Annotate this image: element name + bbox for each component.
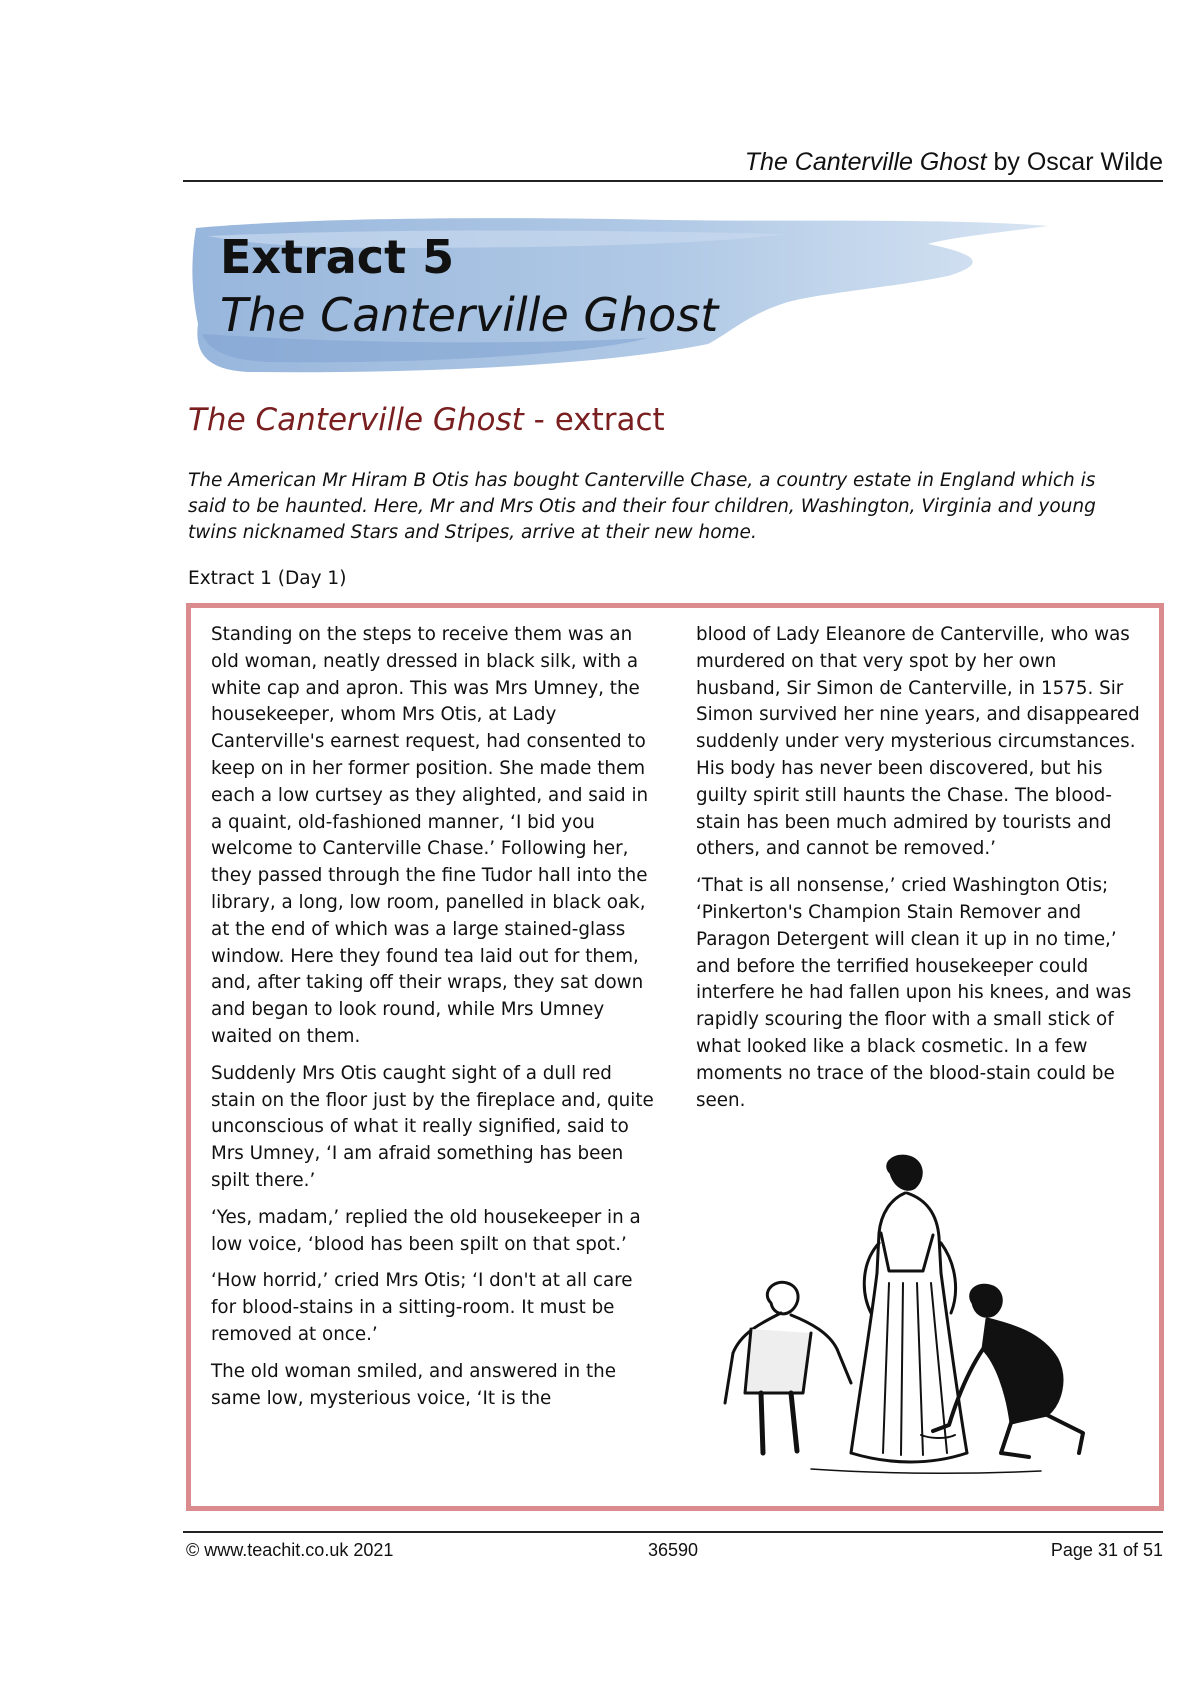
section-heading — [188, 402, 665, 438]
footer-resource-id: 36590 — [648, 1540, 699, 1560]
section-heading-italic: The Canterville Ghost — [188, 402, 524, 438]
extract-paragraph: ‘How horrid,’ cried Mrs Otis; ‘I don't at all care for blood-stains in a sitting-room. It must be removed at once.’ — [211, 1270, 633, 1345]
extract-right-column — [696, 622, 1146, 1124]
document-header — [183, 148, 1163, 177]
header-author: by Oscar Wilde — [986, 148, 1163, 176]
extract-left-column — [211, 622, 661, 1422]
header-rule — [183, 180, 1163, 182]
footer-rule — [183, 1531, 1163, 1533]
extract-paragraph: blood of Lady Eleanore de Canterville, who was murdered on that very spot by her own husband, Sir Simon de Canterville, in 1575. Sir Simon survived her nine years, and disappeared suddenly under very mysterious circumstances. His body has never been discovered, but his guilty spirit still haunts the Chase. The blood-stain has been much admired by tourists and others, and cannot be removed.’ — [696, 624, 1140, 860]
extract-label: Extract 1 (Day 1) — [188, 568, 347, 589]
extract-paragraph: The old woman smiled, and answered in the same low, mysterious voice, ‘It is the — [211, 1360, 616, 1409]
extract-box — [186, 603, 1164, 1511]
banner-title: Extract 5 — [220, 230, 455, 284]
extract-paragraph: ‘That is all nonsense,’ cried Washington Otis; ‘Pinkerton's Champion Stain Remover and Paragon Detergent will clean it up in no time,’ and before the terrified housekeeper could interfere he had fallen upon his knees, and was rapidly scouring the floor with a small stick of what looked like a black cosmetic. In a few moments no trace of the blood-stain could be seen. — [696, 875, 1132, 1111]
section-heading-rest: - extract — [523, 402, 665, 438]
footer-page-number: Page 31 of 51 — [1050, 1540, 1163, 1560]
extract-paragraph: ‘Yes, madam,’ replied the old housekeeper in a low voice, ‘blood has been spilt on that spot.’ — [211, 1206, 641, 1255]
footer-copyright: © www.teachit.co.uk 2021 — [186, 1540, 394, 1560]
extract-paragraph: Suddenly Mrs Otis caught sight of a dull red stain on the floor just by the fireplace and, quite unconscious of what it really signified, said to Mrs Umney, ‘I am afraid something has been spilt there.’ — [211, 1062, 654, 1191]
intro-paragraph: The American Mr Hiram B Otis has bought Canterville Chase, a country estate in England which is said to be haunted. Here, Mr and Mrs Otis and their four children, Washington, Virginia and young twins nicknamed Stars and Stripes, arrive at their new home. — [188, 470, 1096, 543]
extract-paragraph: Standing on the steps to receive them was an old woman, neatly dressed in black silk, with a white cap and apron. This was Mrs Umney, the housekeeper, whom Mrs Otis, at Lady Canterville's earnest request, had consented to keep on in her former position. She made them each a low curtsey as they alighted, and said in a quaint, old-fashioned manner, ‘I bid you welcome to Canterville Chase.’ Following her, they passed through the fine Tudor hall into the library, a long, low room, panelled in black oak, at the end of which was a large stained-glass window. Here they found tea laid out for them, and, after taking off their wraps, they sat down and began to look round, while Mrs Umney waited on them. — [211, 624, 649, 1047]
title-banner — [188, 214, 1058, 384]
illustration-scrubbing-stain — [711, 1153, 1111, 1498]
header-book-title: The Canterville Ghost — [744, 148, 987, 176]
banner-subtitle: The Canterville Ghost — [220, 288, 719, 342]
